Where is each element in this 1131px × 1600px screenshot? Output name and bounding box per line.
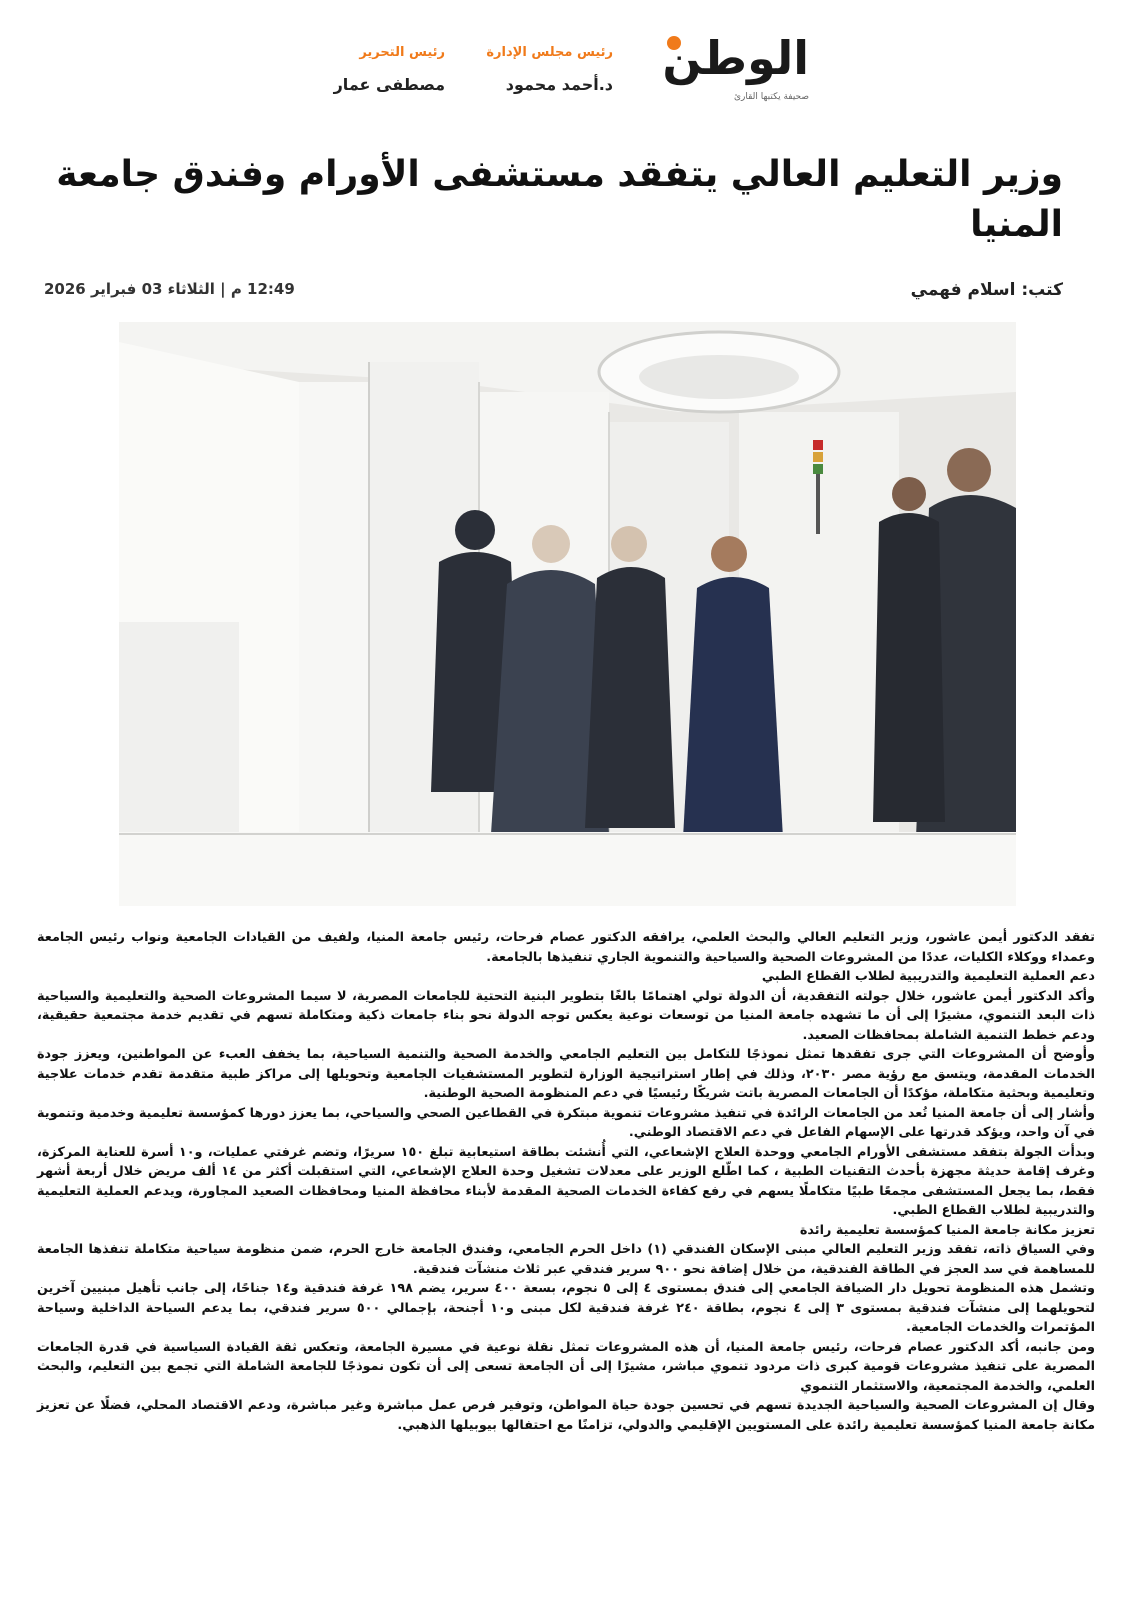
newspaper-logo[interactable] xyxy=(644,26,809,106)
article-paragraph: وأكد الدكتور أيمن عاشور، خلال جولته التفقدية، أن الدولة تولي اهتمامًا بالغًا بتطوير البنية التحتية للجامعات المصرية، لا سيما المشروعات الصحية والتعليمية والسياحية ذات البعد التنموي، مشيرًا إلى أن ما تشهده جامعة المنيا من توسعات نوعية يعكس توجه الدولة نحو بناء جامعات ذكية ومتكاملة تسهم في تقديم خدمة مجتمعية حقيقية، ودعم خطط التنمية الشاملة بمحافظات الصعيد. xyxy=(37,988,1095,1043)
article-paragraph: تفقد الدكتور أيمن عاشور، وزير التعليم العالي والبحث العلمي، يرافقه الدكتور عصام فرحات، رئيس جامعة المنيا، ولفيف من القيادات الجامعية ونواب رئيس الجامعة وعمداء ووكلاء الكليات، عددًا من المشروعات الصحية والسياحية والتنموية الجاري تنفيذها بالجامعة. xyxy=(37,930,1095,965)
article-paragraph: وأشار إلى أن جامعة المنيا تُعد من الجامعات الرائدة في تنفيذ مشروعات تنموية مبتكرة في القطاعين الصحي والسياحي، بما يعزز دورها كمؤسسة تعليمية وخدمية وتنموية في آن واحد، ويؤكد قدرتها على الإسهام الفاعل في دعم الاقتصاد الوطني. xyxy=(37,1105,1095,1140)
board-chair-role: رئيس مجلس الإدارة xyxy=(486,45,613,60)
editor-in-chief-block xyxy=(295,44,445,96)
article-paragraph: وفي السياق ذاته، تفقد وزير التعليم العالي مبنى الإسكان الفندقي (١) داخل الحرم الجامعي، وفندق الجامعة خارج الحرم، ضمن منظومة سياحية متكاملة تنفذها الجامعة للمساهمة في سد العجز في الطاقة الفندقية، من خلال إضافة نحو ٩٠٠ سرير فندقي عبر ثلاث منشآت فندقية. xyxy=(37,1242,1095,1277)
article-paragraph: وأوضح أن المشروعات التي جرى تفقدها تمثل نموذجًا للتكامل بين التعليم الجامعي والخدمة الصحية والتنمية السياحية، بما يخفف العبء عن المواطنين، ويعزز جودة الخدمات المقدمة، ويتسق مع رؤية مصر ٢٠٣٠، وذلك في إطار استراتيجية الوزارة لتطوير المستشفيات الجامعية وتحويلها إلى مراكز طبية متقدمة تقدم خدمات علاجية وتعليمية وبحثية متكاملة، مؤكدًا أن الجامعات المصرية باتت شريكًا رئيسيًا في دعم المنظومة الصحية الوطنية. xyxy=(37,1047,1095,1101)
hospital-room-photo xyxy=(119,322,1016,906)
article-paragraph: ومن جانبه، أكد الدكتور عصام فرحات، رئيس جامعة المنيا، أن هذه المشروعات تمثل نقلة نوعية في مسيرة الجامعة، وتعكس ثقة القيادة السياسية في قدرة الجامعات المصرية على تنفيذ مشروعات قومية كبرى ذات مردود تنموي مباشر، مشيرًا إلى أن الجامعة تسعى إلى أن تكون نموذجًا للجامعة الشاملة التي تجمع بين التعليم، والبحث العلمي، والخدمة المجتمعية، والاستثمار التنموي xyxy=(37,1339,1095,1394)
article-paragraph: وقال إن المشروعات الصحية والسياحية الجديدة تسهم في تحسين جودة حياة المواطن، وتوفير فرص عمل مباشرة وغير مباشرة، ودعم الاقتصاد المحلي، فضلًا عن تعزيز مكانة جامعة المنيا كمؤسسة تعليمية رائدة على المستويين الإقليمي والدولي، تزامنًا مع احتفالها بيوبيلها الذهبي. xyxy=(37,1398,1095,1433)
editor-in-chief-role: رئيس التحرير xyxy=(359,45,445,60)
board-chair-block xyxy=(463,44,613,96)
article-photo xyxy=(119,322,1016,906)
logo-tagline: صحيفة يكتبها القارئ xyxy=(734,92,809,102)
article-subheading: دعم العملية التعليمية والتدريبية لطلاب القطاع الطبي xyxy=(761,969,1095,984)
editor-in-chief-name: مصطفى عمار xyxy=(333,75,445,94)
article-headline: وزير التعليم العالي يتفقد مستشفى الأورام وفندق جامعة المنيا xyxy=(56,154,1063,245)
article-byline: كتب: اسلام فهمي xyxy=(910,280,1063,300)
article-paragraph: وتشمل هذه المنظومة تحويل دار الضيافة الجامعي إلى فندق بمستوى ٤ إلى ٥ نجوم، بسعة ٤٠٠ سرير، يضم ١٩٨ غرفة فندقية و١٤ جناحًا، إلى جانب تأهيل مبنيين آخرين لتحويلهما إلى منشآت فندقية بمستوى ٣ إلى ٤ نجوم، بطاقة ٢٤٠ غرفة فندقية لكل مبنى و١٠ أجنحة، بإجمالي ٥٠٠ سرير فندقي، بما يدعم السياحة الداخلية وسياحة المؤتمرات والخدمات الجامعية. xyxy=(37,1281,1095,1335)
logo-wordmark: الوطن xyxy=(662,31,809,85)
article-subheading: تعزيز مكانة جامعة المنيا كمؤسسة تعليمية رائدة xyxy=(799,1222,1095,1238)
article-dateline: 12:49 م | الثلاثاء 03 فبراير 2026 xyxy=(44,280,295,298)
article-body xyxy=(37,928,1095,1435)
article-paragraph: وبدأت الجولة بتفقد مستشفى الأورام الجامعي ووحدة العلاج الإشعاعي، التي أُنشئت بطاقة استيعابية تبلغ ١٥٠ سريرًا، وتضم غرفتي عمليات، و١٠ أسرة للعناية المركزة، وغرف إقامة حديثة مجهزة بأحدث التقنيات الطبية ، كما اطّلع الوزير على معدلات تشغيل وحدة العلاج الإشعاعي، التي استقبلت أكثر من ١٤ ألف مريض خلال أربعة أشهر فقط، بما يجعل المستشفى مجمعًا طبيًا متكاملًا يسهم في رفع كفاءة الخدمات الصحية المقدمة لأبناء محافظة المنيا ومحافظات الصعيد المجاورة، ويدعم العملية التعليمية والتدريبية لطلاب القطاع الطبي. xyxy=(37,1144,1095,1218)
board-chair-name: د.أحمد محمود xyxy=(505,75,613,94)
